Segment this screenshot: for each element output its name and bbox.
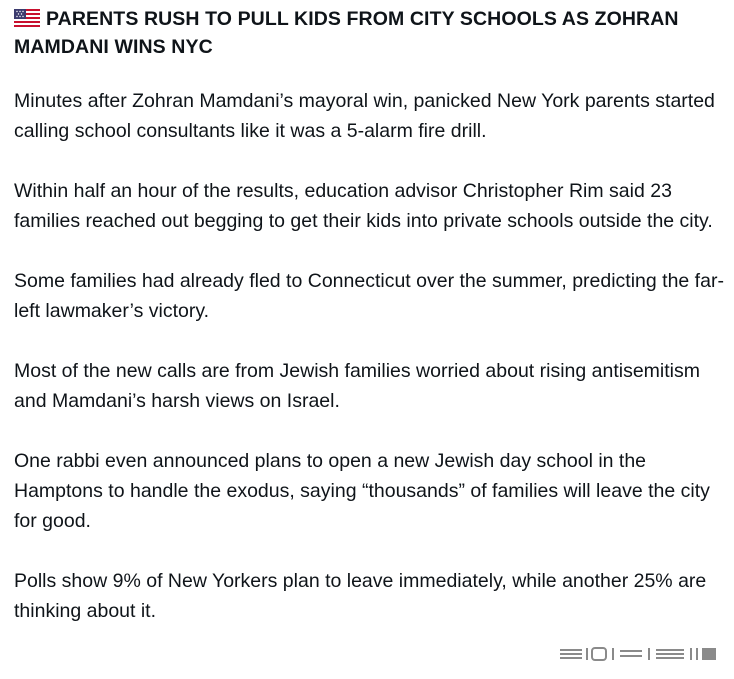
paragraph-1: Minutes after Zohran Mamdani’s mayoral win, panicked New York parents started calling school consultants like it was a 5-alarm fire drill.	[14, 90, 715, 142]
news-post	[14, 5, 726, 656]
paragraph-6: Polls show 9% of New Yorkers plan to leave immediately, while another 25% are thinking about it.	[14, 570, 707, 622]
us-flag-icon	[14, 9, 40, 27]
paragraph-2: Within half an hour of the results, education advisor Christopher Rim said 23 families reached out begging to get their kids into private schools outside the city.	[14, 180, 713, 232]
watermark-icon	[558, 645, 720, 663]
paragraph-5: One rabbi even announced plans to open a new Jewish day school in the Hamptons to handle the exodus, saying “thousands” of families will leave the city for good.	[14, 450, 710, 532]
paragraph-3: Some families had already fled to Connecticut over the summer, predicting the far-left lawmaker’s victory.	[14, 270, 724, 322]
paragraph-4: Most of the new calls are from Jewish families worried about rising antisemitism and Mamdani’s harsh views on Israel.	[14, 360, 700, 412]
headline	[14, 5, 726, 61]
headline-text: PARENTS RUSH TO PULL KIDS FROM CITY SCHOOLS AS ZOHRAN MAMDANI WINS NYC	[14, 8, 679, 58]
